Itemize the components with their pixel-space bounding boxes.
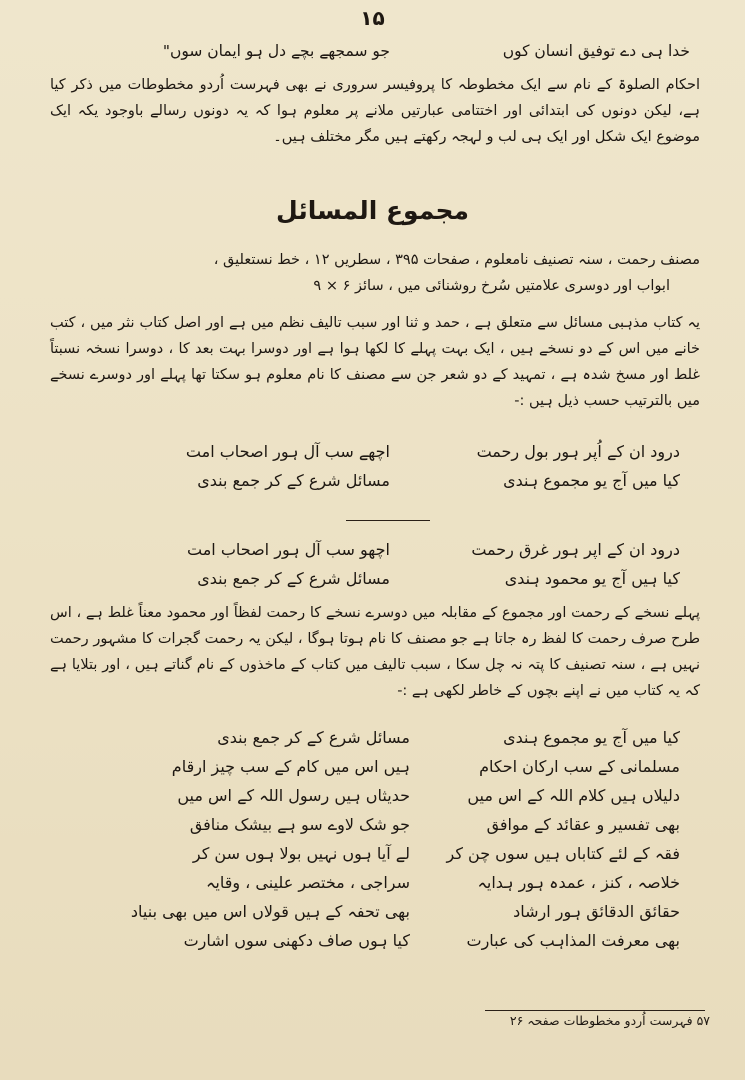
divider-line (346, 520, 430, 521)
paragraph-analysis: پہلے نسخے کے رحمت اور مجموع کے مقابلہ میں دوسرے نسخے کا رحمت لفظاً اور محمود معناً غلط ہے ، اس طرح صرف رحمت کا لفظ رہ جاتا ہے جو مصنف کا نام ہوتا ہوگا ، لیکن یہ رحمت گجرات کا مشہور رحمت نہیں ہے ، سنہ تصنیف کا پتہ نہ چل سکا ، سبب تالیف میں کتاب کے ماخذوں کے نام گناتے ہیں ، اور بتلایا ہے کہ یہ کتاب میں نے اپنے بچوں کے خاطر لکھی ہے :- (50, 605, 700, 699)
verse-hemistich-right: کیا میں آج یو مجموع ہندی (503, 728, 680, 747)
verse-row (160, 757, 680, 786)
verse-hemistich-right: بھی تفسیر و عقائد کے موافق (486, 815, 680, 834)
verse-hemistich-right: فقہ کے لئے کتاباں ہیں سوں چن کر (446, 844, 680, 863)
verse-row (90, 42, 690, 71)
verse-hemistich-left: حدیثاں ہیں رسول اللہ کے اس میں (177, 786, 410, 805)
verse-row (130, 902, 680, 931)
paragraph-ahkam-us-salat: احکام الصلوۃ کے نام سے ایک مخطوطہ کا پروفیسر سروری نے بھی فہرست اُردو مخطوطات میں ذکر کیا ہے، لیکن دونوں کی ابتدائی اور اختتامی عبارتیں ملانے پر معلوم ہوا کہ یہ دونوں رسالے باوجود یکہ ایک موضوع ایک شکل اور ایک ہی لب و لہجہ رکھتے ہیں مگر مختلف ہیں۔ (50, 77, 700, 145)
verse-hemistich-left: کیا ہوں صاف دکھنی سوں اشارت (183, 931, 410, 950)
verse-row (120, 471, 680, 500)
footnote: ۵۷ فہرست اُردو مخطوطات صفحہ ۲۶ (509, 1013, 710, 1028)
manuscript-details-line2: ابواب اور دوسری علامتیں سُرخ روشنائی میں ، سائز ۶ × ۹ (313, 278, 670, 294)
opening-verse (90, 42, 690, 71)
verse-hemistich-left: جو سمجھے بچے دل ہو ایمان سوں" (162, 42, 390, 60)
verse-hemistich-left: اچھو سب آل ہور اصحاب امت (187, 540, 390, 559)
verse-hemistich-right: حقائق الدقائق ہور ارشاد (513, 902, 680, 921)
verse-hemistich-left: اچھے سب آل ہور اصحاب امت (185, 442, 390, 461)
verse-hemistich-right: کیا میں آج یو مجموع ہندی (503, 471, 680, 490)
page-number: ۱۵ (360, 6, 385, 30)
verse-row (160, 786, 680, 815)
verse-hemistich-right: درود ان کے اُپر ہور بول رحمت (476, 442, 680, 461)
verses-first-copy (120, 442, 680, 500)
verse-hemistich-right: دلیلاں ہیں کلام اللہ کے اس میں (467, 786, 680, 805)
verse-hemistich-right: خلاصہ ، کنز ، عمدہ ہور ہدایہ (477, 873, 680, 892)
verse-row (160, 844, 680, 873)
verse-hemistich-left: مسائل شرع کے کر جمع بندی (217, 728, 410, 747)
verse-hemistich-right: کیا ہیں آج یو محمود ہندی (504, 569, 680, 588)
verse-hemistich-left: لے آیا ہوں نہیں بولا ہوں سن کر (192, 844, 410, 863)
verse-hemistich-right: مسلمانی کے سب ارکان احکام (479, 757, 680, 776)
verse-row (160, 815, 680, 844)
manuscript-details-line1: مصنف رحمت ، سنہ تصنیف نامعلوم ، صفحات ۳۹۵ ، سطریں ۱۲ ، خط نستعلیق ، (213, 252, 700, 268)
verse-hemistich-left: مسائل شرع کے کر جمع بندی (197, 471, 390, 490)
verse-hemistich-right: خدا ہی دے توفیق انسان کوں (502, 42, 690, 60)
verse-row (120, 540, 680, 569)
footnote-separator (485, 1010, 705, 1011)
verse-row (120, 569, 680, 598)
verse-row (120, 442, 680, 471)
verse-row (160, 931, 680, 960)
verses-second-copy (120, 540, 680, 598)
paragraph-description: یہ کتاب مذہبی مسائل سے متعلق ہے ، حمد و ثنا اور سبب تالیف نظم میں ہے اور اصل کتاب نثر میں ، کتب خانے میں اس کے دو نسخے ہیں ، ایک بہت پہلے کا لکھا ہوا ہے اور دوسرا بہت بعد کا ، دوسرا نسخہ نسبتاً غلط اور مسخ شدہ ہے ، تمہید کے دو شعر جن سے مصنف کا نام معلوم ہو سکتا تھا پہلے اور دوسرے نسخے میں بالترتیب حسب ذیل ہیں :- (50, 315, 700, 409)
verse-row (160, 728, 680, 757)
verse-hemistich-left: سراجی ، مختصر علینی ، وقایہ (205, 873, 410, 892)
verse-hemistich-left: ہیں اس میں کام کے سب چیز ارقام (171, 757, 410, 776)
verse-row (160, 873, 680, 902)
verse-hemistich-right: درود ان کے اپر ہور غرق رحمت (471, 540, 680, 559)
verse-hemistich-right: بھی معرفت المذاہب کی عبارت (466, 931, 680, 950)
section-heading: مجموع المسائل (276, 196, 469, 225)
verse-hemistich-left: جو شک لاوے سو ہے بیشک منافق (189, 815, 410, 834)
verses-reasons-of-compilation (130, 728, 680, 960)
verse-hemistich-left: بھی تحفہ کے ہیں قولاں اس میں بھی بنیاد (130, 902, 410, 921)
verse-hemistich-left: مسائل شرع کے کر جمع بندی (197, 569, 390, 588)
